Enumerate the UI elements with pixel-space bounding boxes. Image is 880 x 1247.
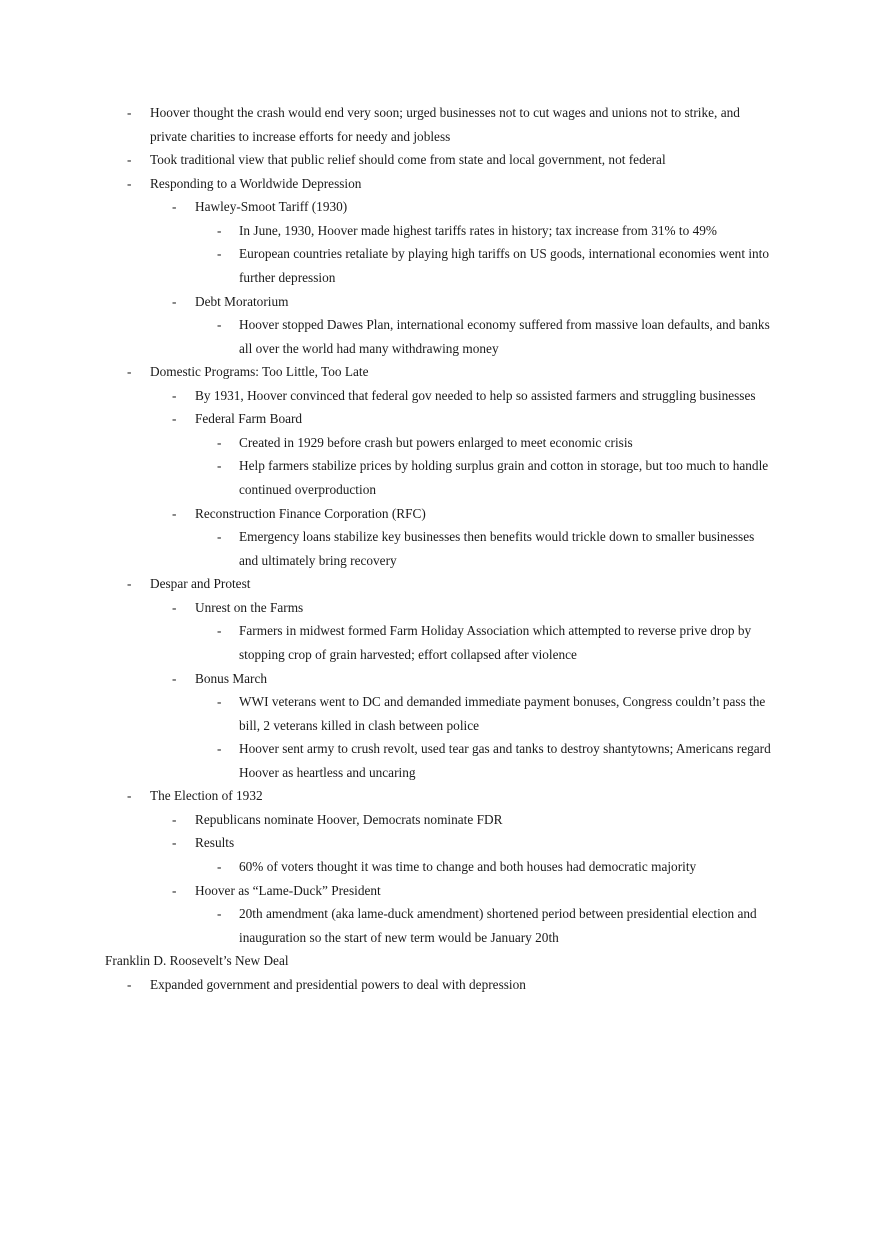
bullet-item-level-2 [0,407,880,431]
item-text: Hoover as “Lame-Duck” President [195,882,381,898]
dash-bullet-icon: - [127,976,132,992]
item-text: 20th amendment (aka lame-duck amendment) shortened period between presidential election and inauguration so the start of new term would be January 20th [239,906,757,945]
item-text: The Election of 1932 [150,788,263,804]
dash-bullet-icon: - [217,906,222,922]
dash-bullet-icon: - [172,293,177,309]
dash-bullet-icon: - [172,411,177,427]
item-text: Despar and Protest [150,576,251,592]
item-text: Responding to a Worldwide Depression [150,175,362,191]
item-text: Unrest on the Farms [195,599,304,615]
dash-bullet-icon: - [217,458,222,474]
dash-bullet-icon: - [217,859,222,874]
item-text: Hoover thought the crash would end very soon; urged businesses not to cut wages and unions not to strike, and private charities to increase efforts for needy and jobless [150,105,740,144]
dash-bullet-icon: - [127,576,132,592]
dash-bullet-icon: - [172,882,177,898]
item-text: Expanded government and presidential powers to deal with depression [150,976,526,992]
dash-bullet-icon: - [127,364,132,380]
bullet-item-level-3 [0,525,880,572]
dash-bullet-icon: - [217,222,222,238]
bullet-item-level-3 [0,219,880,243]
dash-bullet-icon: - [172,670,177,686]
item-text: WWI veterans went to DC and demanded immediate payment bonuses, Congress couldn’t pass the bill, 2 veterans killed in clash between police [239,694,766,733]
bullet-item-level-3 [0,690,880,737]
bullet-item-level-3 [0,855,880,879]
bullet-item-level-2 [0,195,880,219]
bullet-item-level-2 [0,596,880,620]
item-text: European countries retaliate by playing high tariffs on US goods, international economies went into further depression [239,246,770,285]
dash-bullet-icon: - [217,434,222,450]
dash-bullet-icon: - [217,694,222,710]
bullet-item-level-2 [0,502,880,526]
dash-bullet-icon: - [127,152,132,168]
dash-bullet-icon: - [172,199,177,215]
bullet-item-level-2 [0,290,880,314]
dash-bullet-icon: - [172,599,177,615]
bullet-item-level-2 [0,831,880,855]
item-text: Federal Farm Board [195,411,303,427]
dash-bullet-icon: - [217,741,222,757]
item-text: Debt Moratorium [195,293,289,309]
dash-bullet-icon: - [217,623,222,639]
item-text: Hawley-Smoot Tariff (1930) [195,199,348,215]
document-page [0,101,880,996]
dash-bullet-icon: - [172,387,177,403]
item-text: Republicans nominate Hoover, Democrats nominate FDR [195,811,503,827]
item-text: Franklin D. Roosevelt’s New Deal [105,953,289,969]
bullet-item-level-2 [0,808,880,832]
bullet-item-level-3 [0,431,880,455]
dash-bullet-icon: - [217,317,222,333]
dash-bullet-icon: - [127,105,132,120]
bullet-item-level-1 [0,148,880,172]
bullet-item-level-3 [0,242,880,289]
bullet-item-level-3 [0,737,880,784]
item-text: Bonus March [195,670,268,686]
item-text: Reconstruction Finance Corporation (RFC) [195,505,426,521]
item-text: 60% of voters thought it was time to change and both houses had democratic majority [239,859,697,874]
bullet-item-level-1 [0,784,880,808]
dash-bullet-icon: - [217,529,222,545]
bullet-item-level-2 [0,667,880,691]
bullet-item-level-1 [0,973,880,997]
bullet-item-level-1 [0,172,880,196]
item-text: By 1931, Hoover convinced that federal gov needed to help so assisted farmers and struggling businesses [195,387,756,403]
item-text: Farmers in midwest formed Farm Holiday Association which attempted to reverse prive drop by stopping crop of grain harvested; effort collapsed after violence [239,623,752,662]
item-text: Took traditional view that public relief should come from state and local government, not federal [150,152,666,168]
bullet-item-level-3 [0,902,880,949]
item-text: Results [195,835,235,851]
dash-bullet-icon: - [172,811,177,827]
dash-bullet-icon: - [127,788,132,804]
section-heading [0,949,880,973]
dash-bullet-icon: - [172,835,177,851]
item-text: Domestic Programs: Too Little, Too Late [150,364,369,380]
bullet-item-level-3 [0,619,880,666]
item-text: Emergency loans stabilize key businesses then benefits would trickle down to smaller businesses and ultimately bring recovery [239,529,755,568]
bullet-item-level-1 [0,101,880,148]
dash-bullet-icon: - [127,175,132,191]
item-text: Hoover sent army to crush revolt, used tear gas and tanks to destroy shantytowns; Americans regard Hoover as heartless and uncaring [239,741,771,780]
bullet-item-level-1 [0,572,880,596]
item-text: Hoover stopped Dawes Plan, international economy suffered from massive loan defaults, and banks all over the world had many withdrawing money [239,317,770,356]
bullet-item-level-2 [0,879,880,903]
bullet-item-level-2 [0,384,880,408]
dash-bullet-icon: - [217,246,222,262]
dash-bullet-icon: - [172,505,177,521]
bullet-item-level-3 [0,454,880,501]
item-text: Created in 1929 before crash but powers enlarged to meet economic crisis [239,434,633,450]
bullet-item-level-1 [0,360,880,384]
bullet-item-level-3 [0,313,880,360]
item-text: In June, 1930, Hoover made highest tariffs rates in history; tax increase from 31% to 49% [239,222,717,238]
item-text: Help farmers stabilize prices by holding surplus grain and cotton in storage, but too much to handle continued overproduction [239,458,769,497]
